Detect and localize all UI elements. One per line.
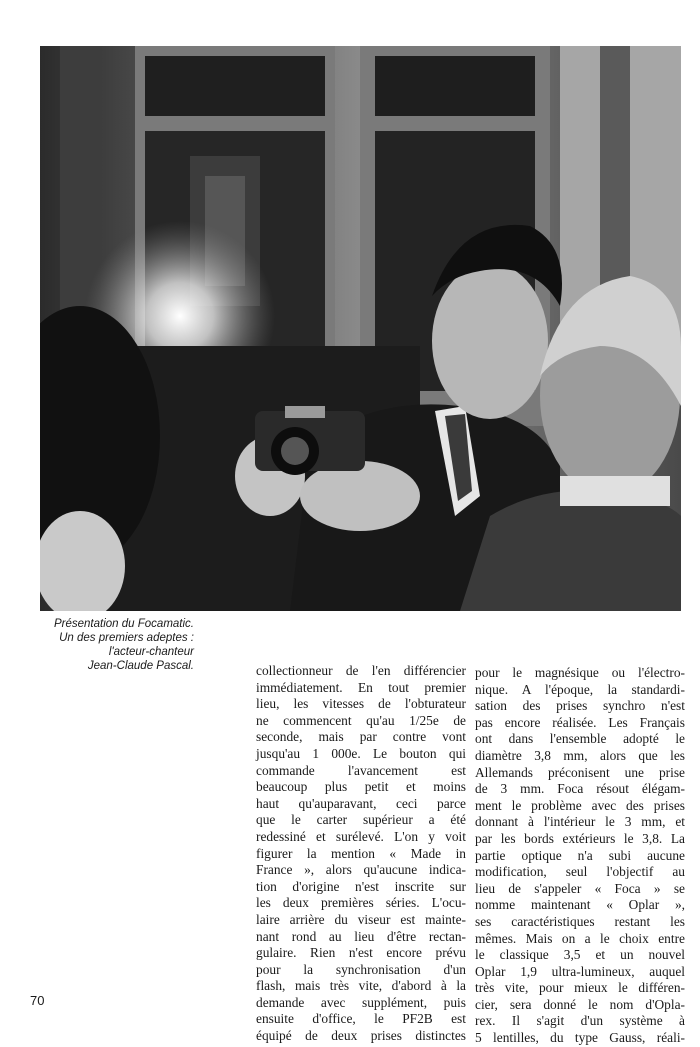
text-line: seconde, mais par contre vont xyxy=(256,729,466,745)
text-line: modification, seul l'objectif au xyxy=(475,864,685,880)
caption-line: Jean-Claude Pascal. xyxy=(87,660,194,672)
text-line: immédiatement. En tout premier xyxy=(256,679,466,695)
text-line: équipé de deux prises distinctes xyxy=(256,1028,466,1044)
text-line: nomme maintenant « Oplar », xyxy=(475,897,685,913)
text-column-2 xyxy=(475,665,685,1047)
text-line: pas encore réalisée. Les Français xyxy=(475,714,685,730)
text-line: diamètre 3,8 mm, alors que les xyxy=(475,747,685,763)
text-line: collectionneur de l'en différencier xyxy=(256,663,466,678)
photo-caption xyxy=(20,617,194,673)
text-line: beaucoup plus petit et moins xyxy=(256,779,466,795)
text-line: demande avec supplément, puis xyxy=(256,994,466,1010)
text-line: redessiné et surélevé. L'on y voit xyxy=(256,828,466,844)
text-line: laire arrière du viseur est mainte- xyxy=(256,911,466,927)
text-line: nique. A l'époque, la standardi- xyxy=(475,681,685,697)
text-line: tion d'origine n'est inscrite sur xyxy=(256,878,466,894)
text-line: partie optique n'a subi aucune xyxy=(475,847,685,863)
text-line: ensuite d'office, le PF2B est xyxy=(256,1011,466,1027)
text-line: les deux premières séries. L'ocu- xyxy=(256,895,466,911)
text-line: par les bords extérieurs le 3,8. La xyxy=(475,830,685,846)
text-line: ment le problème avec des prises xyxy=(475,797,685,813)
caption-line: Présentation du Focamatic. xyxy=(54,618,194,630)
text-line: le classique 3,5 et un nouvel xyxy=(475,947,685,963)
event-photo xyxy=(40,46,681,611)
text-line: donnant à l'intérieur le 3 mm, et xyxy=(475,814,685,830)
text-line: Allemands préconisent une prise xyxy=(475,764,685,780)
text-line: France », alors qu'aucune indica- xyxy=(256,862,466,878)
text-column-1 xyxy=(256,663,466,1045)
caption-line: l'acteur-chanteur xyxy=(108,646,194,658)
text-line: haut qu'auparavant, ceci parce xyxy=(256,795,466,811)
text-line: ne commencent qu'au 1/25e de xyxy=(256,712,466,728)
text-line: nant rond au lieu d'être rectan- xyxy=(256,928,466,944)
text-line: lieu de s'appeler « Foca » se xyxy=(475,880,685,896)
text-line: rex. Il s'agit d'un système à xyxy=(475,1013,685,1029)
text-line: gulaire. Rien n'est encore prévu xyxy=(256,945,466,961)
text-line: flash, mais très vite, d'abord à la xyxy=(256,978,466,994)
text-line: que le carter supérieur a été xyxy=(256,812,466,828)
text-line: très vite, pour mieux le différen- xyxy=(475,980,685,996)
text-line: lieu, les vitesses de l'obturateur xyxy=(256,696,466,712)
text-line: sation des prises synchro n'est xyxy=(475,698,685,714)
photo-illustration xyxy=(40,46,681,611)
text-line: mêmes. Mais on a le choix entre xyxy=(475,930,685,946)
text-line: figurer la mention « Made in xyxy=(256,845,466,861)
text-line: 5 lentilles, du type Gauss, réali- xyxy=(475,1030,685,1046)
text-line: pour le magnésique ou l'électro- xyxy=(475,665,685,680)
text-line: Oplar 1,9 ultra-lumineux, auquel xyxy=(475,963,685,979)
text-line: ses caractéristiques restant les xyxy=(475,913,685,929)
page-number: 70 xyxy=(30,993,45,1008)
text-line: pour la synchronisation d'un xyxy=(256,961,466,977)
text-line: ont dans l'ensemble adopté le xyxy=(475,731,685,747)
caption-line: Un des premiers adeptes : xyxy=(59,632,194,644)
text-line: cier, sera donné le nom d'Opla- xyxy=(475,996,685,1012)
text-line: commande l'avancement est xyxy=(256,762,466,778)
text-line: de 3 mm. Foca résout élégam- xyxy=(475,781,685,797)
text-line: jusqu'au 1 000e. Le bouton qui xyxy=(256,745,466,761)
